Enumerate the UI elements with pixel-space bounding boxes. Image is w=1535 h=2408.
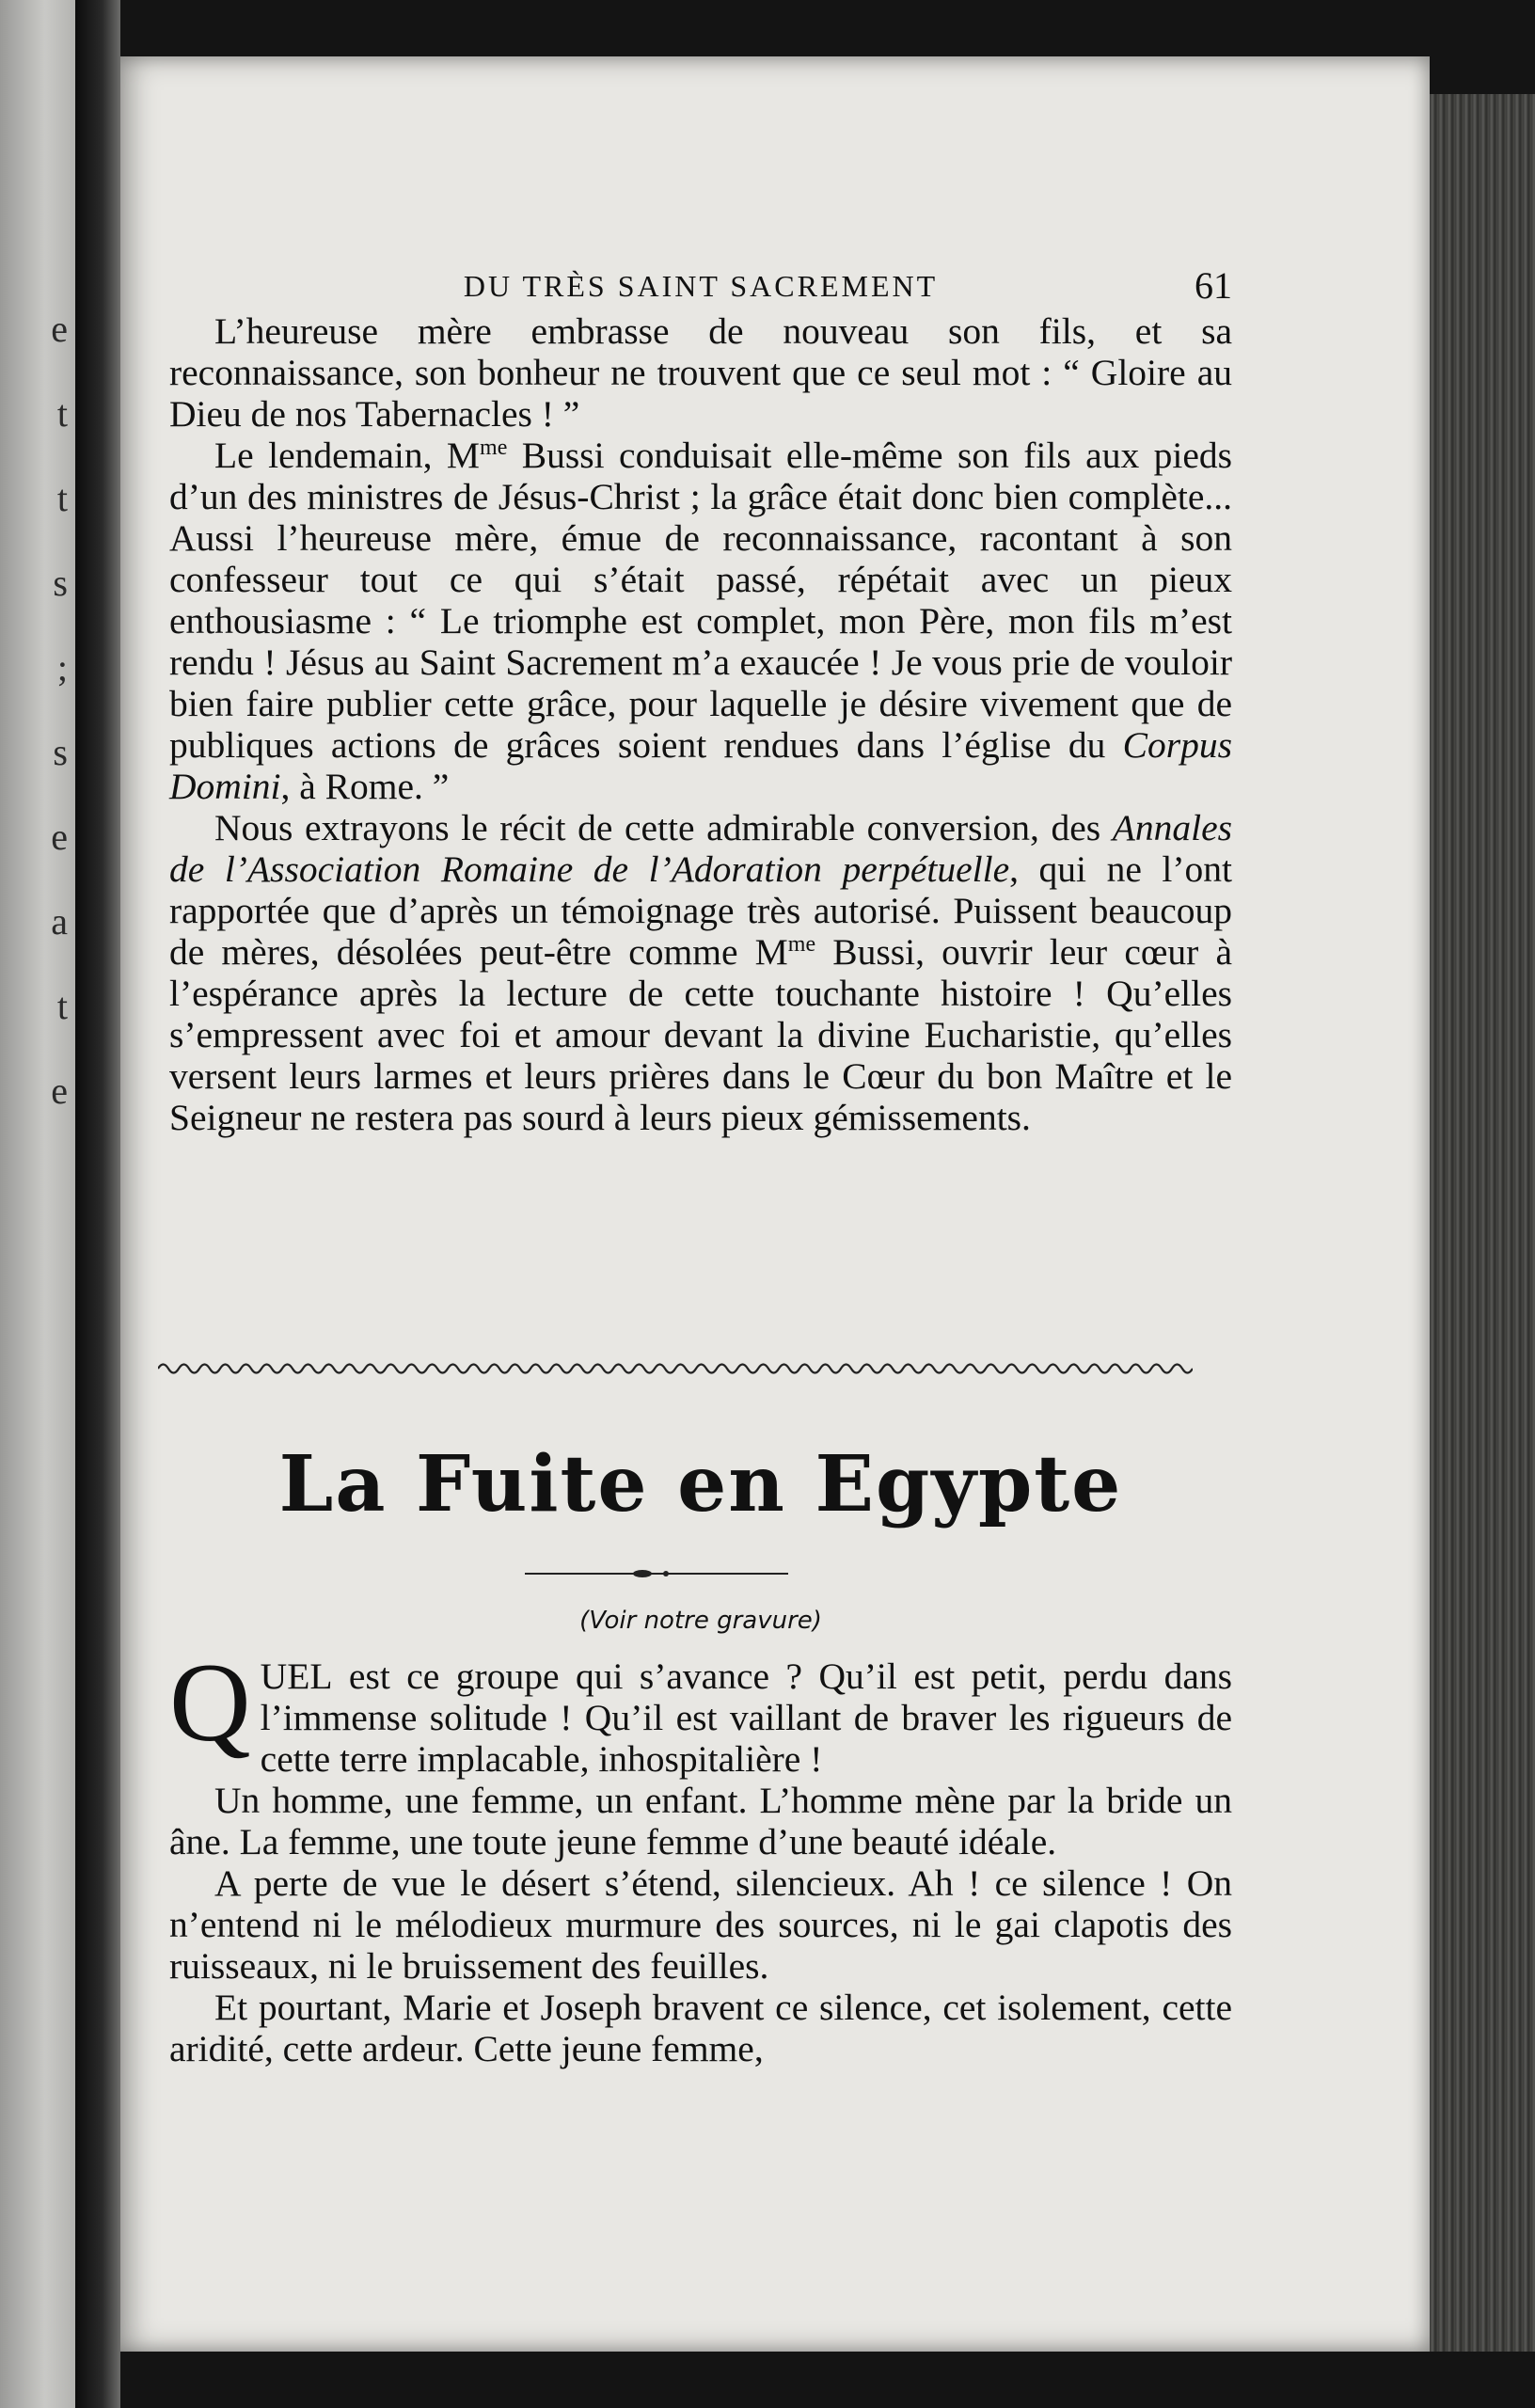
book-page	[120, 56, 1430, 2352]
continued-article-text	[169, 310, 1232, 1138]
body-paragraph	[169, 310, 1232, 435]
article-first-paragraph	[169, 1640, 1232, 1780]
article-body	[169, 1640, 1232, 2069]
article-paragraph: Un homme, une femme, un enfant. L’homme mène par la bride un âne. La femme, une toute jeune femme d’une beauté idéale.	[169, 1780, 1232, 1862]
italic-run: Corpus Domini	[169, 724, 1232, 807]
book-gutter	[75, 0, 120, 2408]
previous-page-letter: a	[51, 900, 68, 943]
page-number: 61	[1195, 264, 1232, 307]
wavy-separator	[158, 1354, 1193, 1383]
first-word-smallcaps: UEL	[260, 1656, 333, 1697]
running-head	[169, 263, 1232, 310]
running-title: DU TRÈS SAINT SACREMENT	[463, 269, 939, 303]
text-run: , qui ne l’ont rapportée que d’après un témoignage très autorisé. Puissent beaucoup de mères, désolées peut-être comme M	[169, 848, 1232, 973]
body-paragraph	[169, 435, 1232, 807]
previous-page-letter: t	[56, 985, 68, 1027]
previous-page-edge	[0, 0, 75, 2408]
first-paragraph-text: est ce groupe qui s’avance ? Qu’il est petit, perdu dans l’immense solitude ! Qu’il est vaillant de braver les rigueurs de cette terre implacable, inhospitalière !	[260, 1656, 1232, 1780]
previous-page-letter: t	[56, 477, 68, 519]
text-run: L’heureuse mère embrasse de nouveau son fils, et sa reconnaissance, son bonheur ne trouvent que ce seul mot : “ Gloire au Dieu de nos Tabernacles ! ”	[169, 310, 1232, 435]
text-run: Bussi conduisait elle-même son fils aux pieds d’un des ministres de Jésus-Christ ; la grâce était donc bien complète... Aussi l’heureuse mère, émue de reconnaissance, racontant à son confesseur tout ce qui s’était passé, répétait avec un pieux enthousiasme : “ Le triomphe est complet, mon Père, mon fils m’est rendu ! Jésus au Saint Sacrement m’a exaucée ! Je vous prie de vouloir bien faire publier cette grâce, pour laquelle je désire vivement que de publiques actions de grâces soient rendues dans l’église du	[169, 435, 1232, 766]
body-paragraph	[169, 807, 1232, 1138]
previous-page-letter: t	[56, 392, 68, 435]
text-run: Bussi, ouvrir leur cœur à l’espérance après la lecture de cette touchante histoire ! Qu’elles s’empressent avec foi et amour devant la divine Eucharistie, qu’elles versent leurs larmes et leurs prières dans le Cœur du bon Maître et le Seigneur ne restera pas sourd à leurs pieux gémissements.	[169, 931, 1232, 1138]
italic-run: Annales de l’Association Romaine de l’Adoration perpétuelle	[169, 807, 1232, 890]
page-stack-edge	[1430, 94, 1535, 2352]
article-paragraph: A perte de vue le désert s’étend, silencieux. Ah ! ce silence ! On n’entend ni le mélodieux murmure des sources, ni le gai clapotis des ruisseaux, ni le bruissement des feuilles.	[169, 1862, 1232, 1987]
previous-page-letter: e	[51, 816, 68, 858]
previous-page-letter: e	[51, 308, 68, 350]
title-ornament-rule	[525, 1566, 788, 1581]
previous-page-letter: s	[53, 562, 68, 604]
text-run: , à Rome. ”	[280, 766, 450, 807]
text-run: Nous extrayons le récit de cette admirable conversion, des	[214, 807, 1113, 848]
previous-page-letter: ;	[56, 646, 68, 689]
article-paragraph: Et pourtant, Marie et Joseph bravent ce silence, cet isolement, cette aridité, cette ardeur. Cette jeune femme,	[169, 1987, 1232, 2069]
previous-page-letter: e	[51, 1069, 68, 1112]
article-title: La Fuite en Egypte	[278, 1439, 1123, 1529]
superscript-run: me	[787, 932, 816, 957]
superscript-run: me	[480, 436, 508, 460]
drop-cap: Q	[169, 1640, 251, 1765]
text-run: Le lendemain, M	[214, 435, 481, 476]
engraving-caption: (Voir notre gravure)	[579, 1607, 822, 1635]
previous-page-letter: s	[53, 731, 68, 773]
